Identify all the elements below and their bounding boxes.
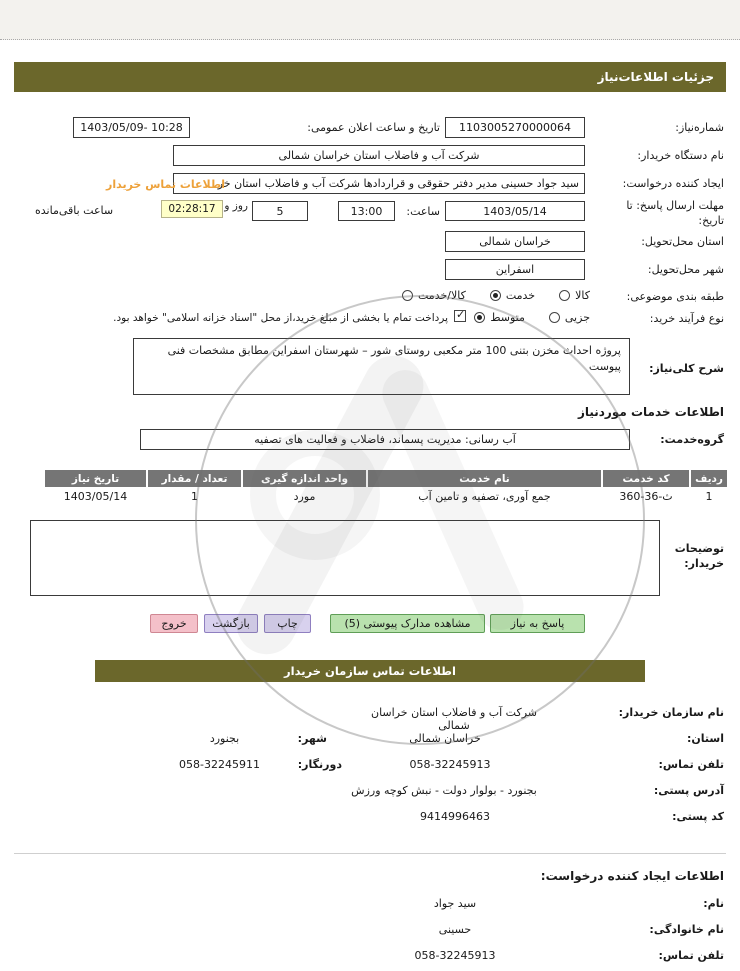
fax-value: 058-32245911 bbox=[179, 758, 260, 771]
radio-medium-icon bbox=[474, 312, 485, 323]
back-button[interactable]: بازگشت bbox=[204, 614, 258, 633]
request-creator-label: ایجاد کننده درخواست: bbox=[622, 177, 724, 190]
creator-section-title: اطلاعات ایجاد کننده درخواست: bbox=[540, 869, 724, 883]
creator-phone-label: تلفن تماس: bbox=[658, 949, 724, 962]
details-header-bar bbox=[14, 62, 726, 92]
col-quantity: تعداد / مقدار bbox=[148, 470, 241, 487]
radio-goods-label: کالا bbox=[575, 288, 590, 302]
need-number-input[interactable]: 1103005270000064 bbox=[445, 117, 585, 138]
cell-quantity: 1 bbox=[148, 487, 241, 506]
classification-label: طبقه بندی موضوعی: bbox=[626, 290, 724, 303]
service-group-box[interactable]: آب رسانی: مدیریت پسماند، فاضلاب و فعالیت های تصفیه bbox=[140, 429, 630, 450]
table-row bbox=[37, 487, 727, 506]
cell-service-name: جمع آوری، تصفیه و تامین آب bbox=[368, 487, 601, 506]
buyer-contact-link[interactable]: اطلاعات تماس خریدار bbox=[106, 178, 226, 191]
contact-phone-value: 058-32245913 bbox=[409, 758, 491, 771]
time-remaining-label: ساعت باقی‌مانده bbox=[35, 204, 114, 217]
radio-goods-service-label: کالا/خدمت bbox=[418, 288, 466, 302]
buyer-comments-box[interactable] bbox=[30, 520, 660, 596]
exit-button[interactable]: خروج bbox=[150, 614, 198, 633]
col-service-code: کد خدمت bbox=[603, 470, 689, 487]
cell-unit: مورد bbox=[243, 487, 366, 506]
buyer-org-input[interactable]: شرکت آب و فاضلاب استان خراسان شمالی bbox=[173, 145, 585, 166]
contact-city-value: بجنورد bbox=[209, 732, 240, 745]
radio-service[interactable] bbox=[490, 289, 535, 302]
buyer-org-label: نام دستگاه خریدار: bbox=[637, 149, 724, 162]
treasury-note: پرداخت تمام یا بخشی از مبلغ خرید،از محل "اسناد خزانه اسلامی" خواهد بود. bbox=[113, 312, 448, 324]
classification-radio-group bbox=[402, 288, 590, 302]
view-docs-button[interactable]: مشاهده مدارک پیوستی (5) bbox=[330, 614, 485, 633]
details-header-title: جزئیات اطلاعات‌نیاز bbox=[597, 70, 714, 84]
col-row-number: ردیف bbox=[691, 470, 727, 487]
last-name-label: نام خانوادگی: bbox=[649, 923, 724, 936]
request-creator-input[interactable]: سید جواد حسینی مدیر دفتر حقوقی و قراردادها شرکت آب و فاضلاب استان خر bbox=[173, 173, 585, 194]
fax-label: دورنگار: bbox=[297, 758, 342, 771]
deadline-label: مهلت ارسال پاسخ: تا تاریخ: bbox=[626, 199, 724, 227]
col-need-date: تاریخ نیاز bbox=[45, 470, 146, 487]
creator-phone-value: 058-32245913 bbox=[414, 949, 496, 962]
contact-phone-label: تلفن تماس: bbox=[658, 758, 724, 771]
contact-province-value: خراسان شمالی bbox=[409, 732, 481, 745]
service-group-label: گروه‌خدمت: bbox=[660, 433, 724, 446]
days-unit-label: روز و bbox=[224, 200, 248, 212]
top-strip bbox=[0, 0, 740, 40]
description-label: شرح کلی‌نیاز: bbox=[649, 362, 724, 375]
deadline-time-input[interactable]: 13:00 bbox=[338, 201, 395, 221]
section-divider bbox=[14, 853, 726, 854]
services-table-header bbox=[37, 470, 727, 487]
delivery-city-input[interactable]: اسفراین bbox=[445, 259, 585, 280]
col-unit: واحد اندازه گیری bbox=[243, 470, 366, 487]
radio-minor[interactable] bbox=[549, 311, 590, 324]
org-name-label: نام سازمان خریدار: bbox=[618, 706, 724, 719]
contact-province-label: استان: bbox=[687, 732, 724, 745]
process-type-label: نوع فرآیند خرید: bbox=[649, 312, 724, 325]
radio-goods-service-icon bbox=[402, 290, 413, 301]
org-name-value: شرکت آب و فاضلاب استان خراسان شمالی bbox=[371, 706, 537, 732]
need-number-label: شماره‌نیاز: bbox=[675, 121, 724, 134]
radio-goods-service[interactable] bbox=[402, 289, 466, 302]
treasury-checkbox[interactable] bbox=[454, 310, 466, 322]
cell-service-code: ث-36-360 bbox=[603, 487, 689, 506]
services-table bbox=[37, 470, 727, 506]
respond-button[interactable]: پاسخ به نیاز bbox=[490, 614, 585, 633]
radio-service-label: خدمت bbox=[505, 288, 536, 302]
process-type-radio-group bbox=[474, 310, 590, 324]
contact-header-bar bbox=[95, 660, 645, 682]
radio-minor-label: جزیی bbox=[564, 310, 590, 324]
contact-city-label: شهر: bbox=[297, 732, 327, 745]
postal-address-value: بجنورد - بولوار دولت - نبش کوچه ورزش bbox=[351, 784, 537, 797]
delivery-city-label: شهر محل‌تحویل: bbox=[647, 263, 724, 276]
days-remaining-input[interactable]: 5 bbox=[252, 201, 308, 221]
radio-goods-icon bbox=[559, 290, 570, 301]
contact-header-title: اطلاعات تماس سازمان خریدار bbox=[284, 664, 456, 678]
radio-minor-icon bbox=[549, 312, 560, 323]
postal-code-value: 9414996463 bbox=[420, 810, 490, 823]
deadline-date-input[interactable]: 1403/05/14 bbox=[445, 201, 585, 221]
services-section-title: اطلاعات خدمات موردنیاز bbox=[577, 405, 724, 419]
time-remaining-badge: 02:28:17 bbox=[161, 200, 223, 218]
postal-address-label: آدرس پستی: bbox=[653, 784, 724, 797]
cell-row-number: 1 bbox=[691, 487, 727, 506]
last-name-value: حسینی bbox=[438, 923, 472, 936]
delivery-province-label: استان محل‌تحویل: bbox=[641, 235, 724, 248]
cell-need-date: 1403/05/14 bbox=[45, 487, 146, 506]
buyer-comments-label: توضیحات خریدار: bbox=[674, 542, 724, 570]
announce-datetime-input[interactable]: 1403/05/09- 10:28 bbox=[73, 117, 190, 138]
radio-medium[interactable] bbox=[474, 311, 525, 324]
delivery-province-input[interactable]: خراسان شمالی bbox=[445, 231, 585, 252]
print-button[interactable]: چاپ bbox=[264, 614, 311, 633]
description-box[interactable]: پروژه احداث مخزن بتنی 100 متر مکعبی روستای شور – شهرستان اسفراین مطابق مشخصات فنی پیوست bbox=[133, 338, 630, 395]
first-name-label: نام: bbox=[703, 897, 724, 910]
radio-service-icon bbox=[490, 290, 501, 301]
deadline-hour-label: ساعت: bbox=[406, 205, 440, 218]
col-service-name: نام خدمت bbox=[368, 470, 601, 487]
radio-medium-label: متوسط bbox=[490, 310, 525, 324]
radio-goods[interactable] bbox=[559, 289, 590, 302]
first-name-value: سید جواد bbox=[433, 897, 477, 910]
postal-code-label: کد پستی: bbox=[672, 810, 724, 823]
announce-datetime-label: تاریخ و ساعت اعلان عمومی: bbox=[307, 121, 440, 134]
